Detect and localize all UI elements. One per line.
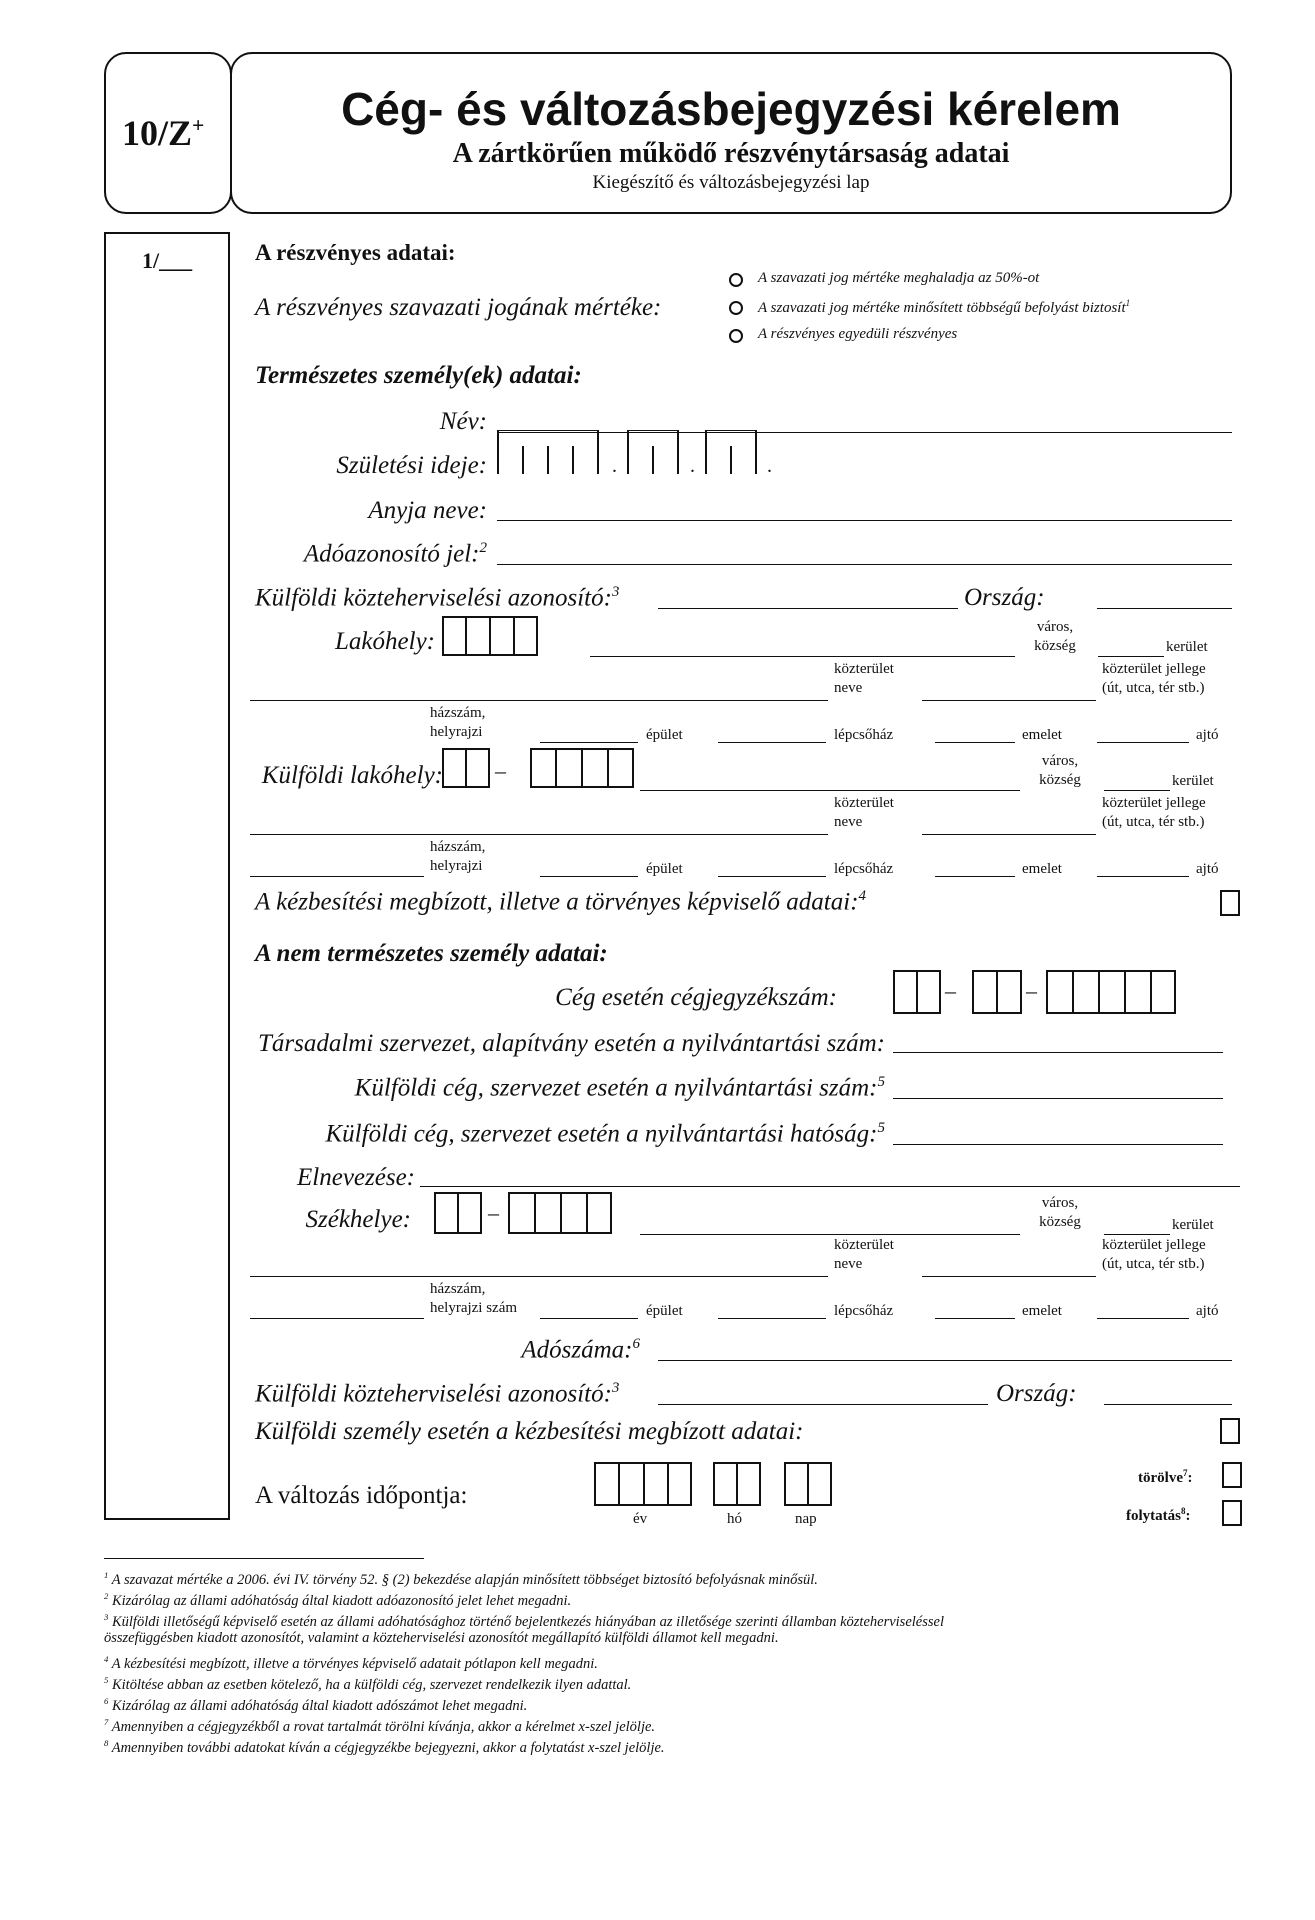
building-caption: épület (646, 861, 683, 877)
house-caption: házszám, helyrajzi (430, 705, 486, 740)
legal-name-label: Elnevezése: (297, 1164, 415, 1191)
foreign-delivery-checkbox[interactable] (1220, 1418, 1240, 1444)
city-caption: város, község (1039, 753, 1081, 788)
foreign-id-field[interactable] (658, 608, 958, 609)
footnote: $^5$ Kitöltése abban az esetben kötelező, ha a külföldi cég, szervezet rendelkezik ilyen adattal. (104, 1675, 632, 1693)
residence-district-field[interactable] (1098, 656, 1164, 657)
city-caption: város, község (1034, 619, 1076, 654)
option-radio-1[interactable] (729, 273, 743, 287)
building-caption: épület (646, 1303, 683, 1319)
tax-id-field[interactable] (497, 564, 1232, 565)
door-caption: ajtó (1196, 727, 1219, 743)
left-index: 1/___ (142, 248, 193, 273)
name-field[interactable] (497, 432, 1232, 433)
footnote: $^8$ Amennyiben további adatokat kíván a cégjegyzékbe bejegyezni, akkor a folytatást x-szel jelölje. (104, 1738, 665, 1756)
deleted-label: törölve$^7$: (1138, 1468, 1193, 1486)
seat-street-type-field[interactable] (922, 1276, 1096, 1277)
seat-floor-field[interactable] (935, 1318, 1015, 1319)
tax-no-label: Adószáma:$^6$ (521, 1336, 640, 1364)
stair-caption: lépcsőház (834, 861, 894, 877)
shareholder-heading: A részvényes adatai: (255, 240, 456, 265)
floor-caption: emelet (1022, 861, 1062, 877)
residence-street-field[interactable] (250, 700, 828, 701)
footnote: összefüggésben kiadott azonosítót, valamint a közteherviselési azonosítót megállapító külföldi államot kell megadni. (104, 1630, 779, 1646)
district-caption: kerület (1172, 773, 1214, 789)
mother-field[interactable] (497, 520, 1232, 521)
legal-heading: A nem természetes személy adatai: (255, 940, 608, 967)
deleted-checkbox[interactable] (1222, 1462, 1242, 1488)
dash: – (488, 1200, 499, 1225)
residence-door-field[interactable] (1097, 742, 1189, 743)
option-text-3: A részvényes egyedüli részvényes (758, 326, 958, 342)
door-caption: ajtó (1196, 1303, 1219, 1319)
seat-house-field[interactable] (250, 1318, 424, 1319)
foreign-auth-field[interactable] (893, 1144, 1223, 1145)
street-type-caption: közterület jellege (út, utca, tér stb.) (1102, 795, 1206, 830)
social-org-label: Társadalmi szervezet, alapítvány esetén a nyilvántartási szám: (257, 1030, 885, 1057)
tax-id-label: Adóazonosító jel:$^2$ (303, 540, 487, 568)
mother-label: Anyja neve: (368, 497, 487, 524)
footnote: $^3$ Külföldi illetőségű képviselő esetén az állami adóhatósághoz történő bejelentkezés hiányában az illetősége szerinti államban közteherviseléssel (104, 1612, 944, 1630)
foreign-residence-house-field[interactable] (250, 876, 424, 877)
seat-label: Székhelye: (305, 1206, 411, 1233)
left-index-box (104, 232, 230, 1520)
option-radio-3[interactable] (729, 329, 743, 343)
floor-caption: emelet (1022, 727, 1062, 743)
footnote: $^4$ A kézbesítési megbízott, illetve a törvényes képviselő adatait pótlapon kell megadni. (104, 1654, 598, 1672)
house-caption: házszám, helyrajzi szám (430, 1281, 518, 1316)
street-type-caption: közterület jellege (út, utca, tér stb.) (1102, 1237, 1206, 1272)
foreign-reg-field[interactable] (893, 1098, 1223, 1099)
social-org-field[interactable] (893, 1052, 1223, 1053)
foreign-id-label: Külföldi közteherviselési azonosító:$^3$ (255, 584, 620, 612)
foreign-delivery-label: Külföldi személy esetén a kézbesítési megbízott adatai: (255, 1418, 804, 1445)
form-code: 10/Z+ (122, 113, 205, 153)
stair-caption: lépcsőház (834, 727, 894, 743)
footnote-divider (104, 1558, 424, 1559)
delivery-checkbox[interactable] (1220, 890, 1240, 916)
continued-label: folytatás$^8$: (1126, 1506, 1191, 1524)
page-subsubtitle: Kiegészítő és változásbejegyzési lap (592, 172, 870, 193)
option-text-2: A szavazati jog mértéke minősített többségű befolyást biztosít$^1$ (758, 298, 1131, 316)
change-date-label: A változás időpontja: (255, 1482, 468, 1509)
foreign-auth-label: Külföldi cég, szervezet esetén a nyilvántartási hatóság:$^5$ (325, 1120, 885, 1148)
seat-district-field[interactable] (1104, 1234, 1170, 1235)
day-caption: nap (795, 1511, 817, 1527)
residence-stair-field[interactable] (718, 742, 826, 743)
district-caption: kerület (1166, 639, 1208, 655)
company-reg-label: Cég esetén cégjegyzékszám: (555, 984, 837, 1011)
residence-floor-field[interactable] (935, 742, 1015, 743)
continued-checkbox[interactable] (1222, 1500, 1242, 1526)
residence-building-field[interactable] (540, 742, 638, 743)
house-caption: házszám, helyrajzi (430, 839, 486, 874)
name-label: Név: (439, 408, 487, 435)
foreign-residence-city-field[interactable] (640, 790, 1020, 791)
foreign-residence-door-field[interactable] (1097, 876, 1189, 877)
foreign-residence-label: Külföldi lakóhely: (261, 762, 443, 789)
footnote: $^1$ A szavazat mértéke a 2006. évi IV. törvény 52. § (2) bekezdése alapján minősített többséget biztosító befolyásnak minősül. (104, 1570, 818, 1588)
district-caption: kerület (1172, 1217, 1214, 1233)
dash: – (495, 758, 506, 783)
option-radio-2[interactable] (729, 301, 743, 315)
legal-country-label: Ország: (996, 1380, 1077, 1407)
delivery-label: A kézbesítési megbízott, illetve a törvényes képviselő adatai:$^4$ (255, 888, 867, 916)
street-caption: közterület neve (834, 1237, 894, 1272)
seat-door-field[interactable] (1097, 1318, 1189, 1319)
legal-name-field[interactable] (420, 1186, 1240, 1187)
legal-country-field[interactable] (1104, 1404, 1232, 1405)
legal-foreign-id-field[interactable] (658, 1404, 988, 1405)
door-caption: ajtó (1196, 861, 1219, 877)
foreign-residence-floor-field[interactable] (935, 876, 1015, 877)
city-caption: város, község (1039, 1195, 1081, 1230)
seat-street-field[interactable] (250, 1276, 828, 1277)
foreign-residence-stair-field[interactable] (718, 876, 826, 877)
footnote: $^7$ Amennyiben a cégjegyzékből a rovat tartalmát törölni kívánja, akkor a kérelmet x-szel jelölje. (104, 1717, 656, 1735)
seat-building-field[interactable] (540, 1318, 638, 1319)
foreign-residence-street-field[interactable] (250, 834, 828, 835)
street-caption: közterület neve (834, 795, 894, 830)
birth-label: Születési ideje: (336, 452, 487, 479)
month-caption: hó (727, 1511, 742, 1527)
street-caption: közterület neve (834, 661, 894, 696)
page-subtitle: A zártkörűen működő részvénytársaság adatai (452, 138, 1010, 169)
residence-label: Lakóhely: (335, 628, 435, 655)
page-title: Cég- és változásbejegyzési kérelem (341, 83, 1121, 135)
country-label: Ország: (964, 584, 1045, 611)
footnote: $^6$ Kizárólag az állami adóhatóság által kiadott adószámot lehet megadni. (104, 1696, 528, 1714)
footnote: $^2$ Kizárólag az állami adóhatóság által kiadott adóazonosító jelet lehet megadni. (104, 1591, 572, 1609)
residence-street-type-field[interactable] (922, 700, 1096, 701)
stair-caption: lépcsőház (834, 1303, 894, 1319)
voting-label: A részvényes szavazati jogának mértéke: (255, 294, 662, 321)
foreign-residence-district-field[interactable] (1104, 790, 1170, 791)
natural-heading: Természetes személy(ek) adatai: (255, 362, 582, 389)
street-type-caption: közterület jellege (út, utca, tér stb.) (1102, 661, 1206, 696)
residence-city-field[interactable] (590, 656, 1015, 657)
foreign-residence-building-field[interactable] (540, 876, 638, 877)
floor-caption: emelet (1022, 1303, 1062, 1319)
foreign-reg-label: Külföldi cég, szervezet esetén a nyilvántartási szám:$^5$ (354, 1074, 885, 1102)
year-caption: év (633, 1511, 648, 1527)
seat-stair-field[interactable] (718, 1318, 826, 1319)
country-field[interactable] (1097, 608, 1232, 609)
building-caption: épület (646, 727, 683, 743)
tax-no-field[interactable] (658, 1360, 1232, 1361)
option-text-1: A szavazati jog mértéke meghaladja az 50%-ot (758, 270, 1040, 286)
foreign-residence-street-type-field[interactable] (922, 834, 1096, 835)
seat-city-field[interactable] (640, 1234, 1020, 1235)
legal-foreign-id-label: Külföldi közteherviselési azonosító:$^3$ (255, 1380, 620, 1408)
